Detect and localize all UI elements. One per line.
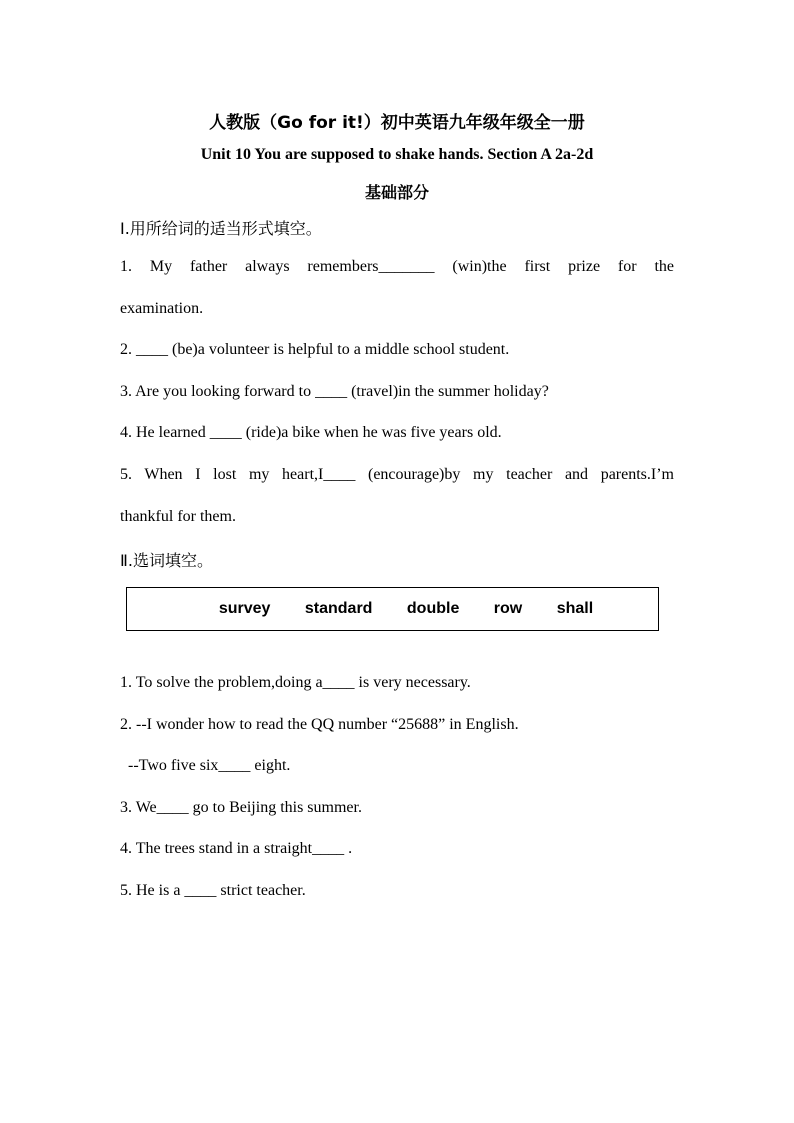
part1-question-1-line-1: 1. My father always remembers_______ (win)the first prize for the (120, 258, 674, 275)
document-part-label: 基础部分 (364, 183, 429, 202)
part2-heading: Ⅱ.选词填空。 (120, 551, 213, 570)
part1-question-5-line-1: 5. When I lost my heart,I____ (encourage)by my teacher and parents.I’m (120, 466, 674, 483)
part2-question-2-line-1: 2. --I wonder how to read the QQ number “25688” in English. (120, 716, 519, 733)
part2-question-2-line-2: --Two five six____ eight. (128, 757, 291, 774)
part2-question-5: 5. He is a ____ strict teacher. (120, 882, 306, 899)
document-title: 人教版（Go for it!）初中英语九年级年级全一册 (209, 113, 585, 133)
word-bank-item: row (493, 600, 523, 617)
part1-question-4: 4. He learned ____ (ride)a bike when he was five years old. (120, 424, 502, 441)
document-subtitle: Unit 10 You are supposed to shake hands. Section A 2a-2d (200, 146, 594, 163)
word-bank (127, 600, 658, 618)
word-bank-box (126, 587, 659, 631)
word-bank-item: survey (218, 600, 271, 617)
part1-question-3: 3. Are you looking forward to ____ (travel)in the summer holiday? (120, 383, 549, 400)
word-bank-item: double (406, 600, 460, 617)
part2-question-3: 3. We____ go to Beijing this summer. (120, 799, 362, 816)
part2-question-4: 4. The trees stand in a straight____ . (120, 840, 353, 857)
part1-heading: Ⅰ.用所给词的适当形式填空。 (120, 219, 322, 238)
part1-question-1-line-2: examination. (120, 300, 204, 317)
word-bank-item: shall (556, 600, 594, 617)
part1-question-2: 2. ____ (be)a volunteer is helpful to a middle school student. (120, 341, 510, 358)
part2-question-1: 1. To solve the problem,doing a____ is very necessary. (120, 674, 471, 691)
word-bank-item: standard (304, 600, 373, 617)
part1-question-5-line-2: thankful for them. (120, 508, 236, 525)
